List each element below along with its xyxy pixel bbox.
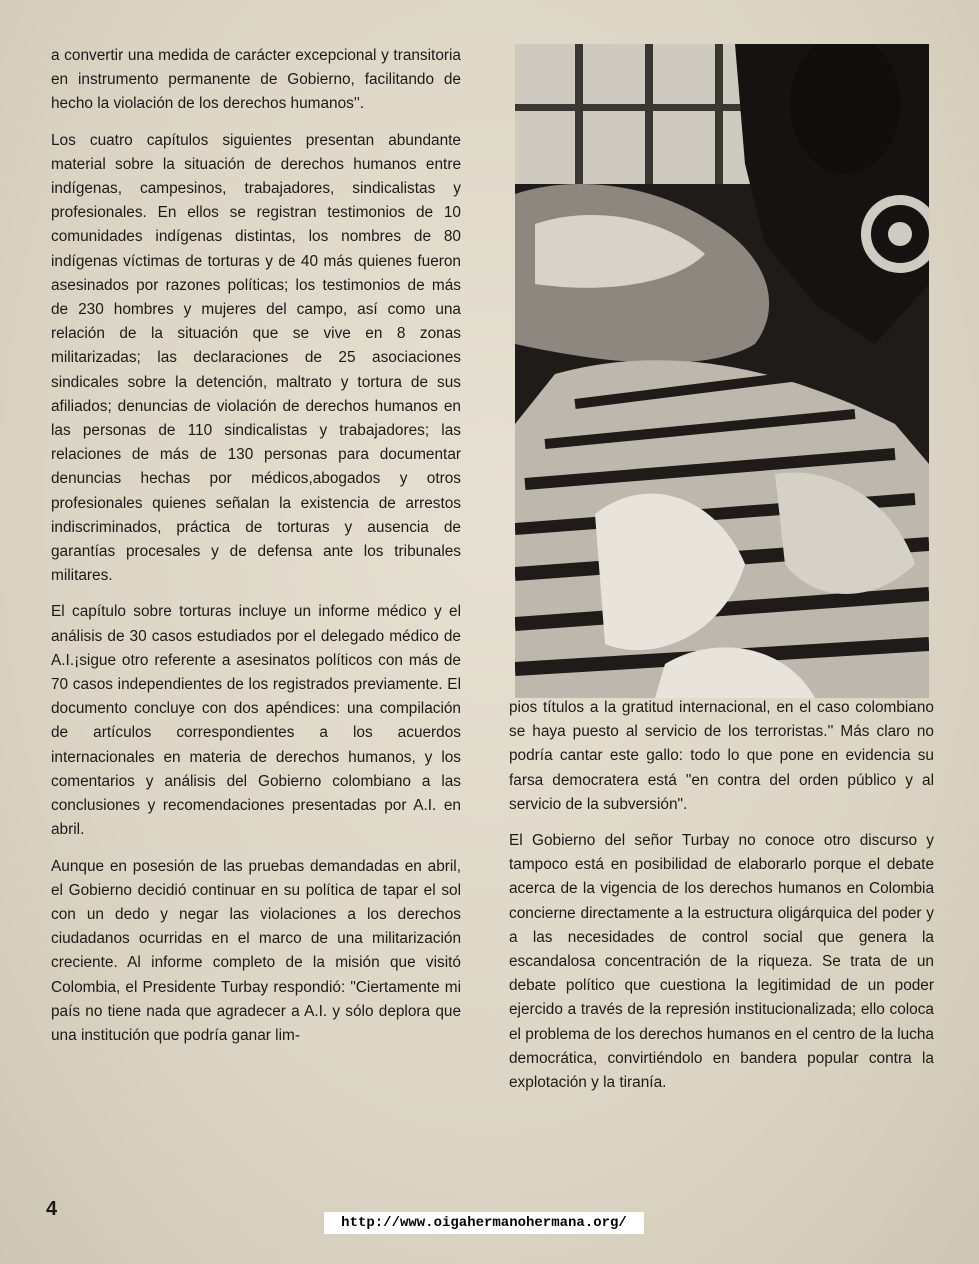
photo-illustration (515, 44, 929, 698)
page-number: 4 (46, 1198, 58, 1220)
paragraph: El Gobierno del señor Turbay no conoce otro discurso y tampoco está en posibilidad de elaborarlo porque el debate acerca de la vigencia de los derechos humanos en Colombia concierne directamente a la estructura oligárquica del poder y a las necesidades de control social que genera la escandalosa concentración de la riqueza. Se trata de un debate político que cuestiona la legitimidad de un poder ejercido a través de la represión institucionalizada; ello coloca el problema de los derechos humanos en el centro de la lucha democrática, convirtiéndolo en bandera popular contra la explotación y la tiranía. (509, 832, 934, 1092)
paragraph: Aunque en posesión de las pruebas demandadas en abril, el Gobierno decidió continuar en su política de tapar el sol con un dedo y negar las violaciones a los derechos ciudadanos ocurridas en el marco de una militarización creciente. Al informe completo de la misión que visitó Colombia, el Presidente Turbay respondió: "Ciertamente mi país no tiene nada que agradecer a A.I. y sólo deplora que una institución que podría ganar lim- (51, 857, 461, 1044)
paragraph: El capítulo sobre torturas incluye un informe médico y el análisis de 30 casos estudiados por el delegado médico de A.I.¡sigue otro referente a asesinatos políticos con más de 70 casos independientes de los registrados previamente. El documento concluye con dos apéndices: una compilación de artículos correspondientes a los acuerdos internacionales en materia de derechos humanos, y los comentarios y análisis del Gobierno colombiano a las conclusiones y recomendaciones presentadas por A.I. en abril. (51, 603, 461, 839)
left-text-column (51, 44, 461, 1060)
halftone-photograph (515, 44, 929, 698)
right-text-column (509, 696, 934, 1107)
source-url-link[interactable]: http://www.oigahermanohermana.org/ (324, 1212, 644, 1234)
paragraph: a convertir una medida de carácter excepcional y transitoria en instrumento permanente de Gobierno, facilitando de hecho la violación de los derechos humanos''. (51, 47, 461, 113)
paragraph: Los cuatro capítulos siguientes presentan abundante material sobre la situación de derechos humanos entre indígenas, campesinos, trabajadores, sindicalistas y profesionales. En ellos se registran testimonios de 10 comunidades indígenas distintas, los nombres de 80 indígenas víctimas de torturas y de 40 más quienes fueron asesinados por razones políticas; los testimonios de más de 230 hombres y mujeres del campo, así como una relación de la situación que se vive en 8 zonas militarizadas; las declaraciones de 25 asociaciones sindicales sobre la detención, maltrato y tortura de sus afiliados; denuncias de violación de derechos humanos en las personas de 110 sindicalistas y trabajadores; las relaciones de más de 130 personas para documentar denuncias hechas por médicos,abogados y otros profesionales quienes señalan la existencia de arrestos indiscriminados, práctica de torturas y ausencia de garantías procesales y de defensa ante los tribunales militares. (51, 131, 461, 585)
paragraph: pios títulos a la gratitud internacional, en el caso colombiano se haya puesto al servicio de los terroristas.'' Más claro no podría cantar este gallo: todo lo que pone en evidencia su farsa democratera está "en contra del orden público y al servicio de la subversión". (509, 699, 934, 813)
